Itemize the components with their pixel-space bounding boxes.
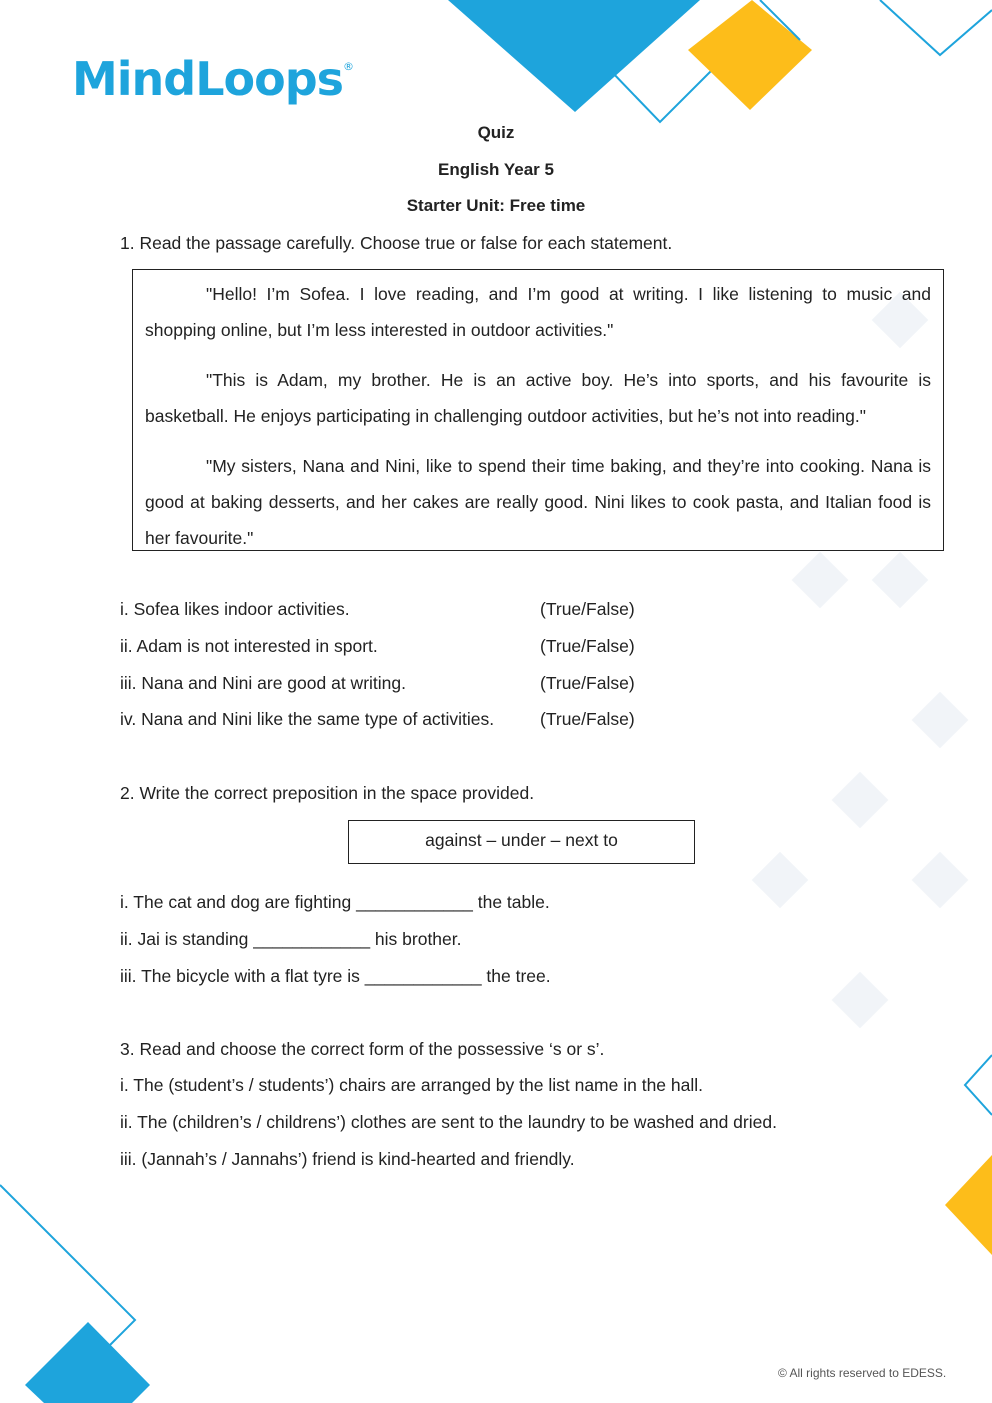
possessive-item-2[interactable]: ii. The (children’s / childrens’) clothes are sent to the laundry to be washed and dried. [120,1112,777,1132]
q2-instruction: 2. Write the correct preposition in the space provided. [120,783,535,803]
statement-3: iii. Nana and Nini are good at writing. [120,673,406,693]
preposition-item-3[interactable]: iii. The bicycle with a flat tyre is ____________ the tree. [120,966,551,986]
statement-2: ii. Adam is not interested in sport. [120,636,378,656]
statement-4: iv. Nana and Nini like the same type of activities. [120,709,495,729]
copyright-footer: © All rights reserved to EDESS. [778,1366,947,1380]
q1-instruction: 1. Read the passage carefully. Choose true or false for each statement. [120,233,673,253]
statement-1: i. Sofea likes indoor activities. [120,599,350,619]
unit-heading: Starter Unit: Free time [406,196,586,215]
true-false-choice-4[interactable]: (True/False) [540,709,635,729]
mindloops-logo: MindLoops® [72,52,354,106]
preposition-item-1[interactable]: i. The cat and dog are fighting ____________ the table. [120,892,550,912]
passage-paragraph: "My sisters, Nana and Nini, like to spend their time baking, and they’re into cooking. Nana is good at baking desserts, and her cakes are really good. Nini likes to cook pasta, and Italian food is her favourite." [145,456,931,548]
preposition-item-2[interactable]: ii. Jai is standing ____________ his brother. [120,929,462,949]
passage-paragraph: "Hello! I’m Sofea. I love reading, and I’m good at writing. I like listening to music and shopping online, but I’m less interested in outdoor activities." [145,284,931,340]
page-title: Quiz [477,123,515,142]
possessive-item-1[interactable]: i. The (student’s / students’) chairs are arranged by the list name in the hall. [120,1075,703,1095]
word-bank-box: against – under – next to [348,820,695,864]
true-false-choice-1[interactable]: (True/False) [540,599,635,619]
true-false-choice-3[interactable]: (True/False) [540,673,635,693]
reading-passage [132,269,944,551]
possessive-item-3[interactable]: iii. (Jannah’s / Jannahs’) friend is kind-hearted and friendly. [120,1149,575,1169]
passage-paragraph: "This is Adam, my brother. He is an active boy. He’s into sports, and his favourite is basketball. He enjoys participating in challenging outdoor activities, but he’s not into reading." [145,370,931,426]
subject-heading: English Year 5 [438,160,554,179]
q3-instruction: 3. Read and choose the correct form of the possessive ‘s or s’. [120,1039,605,1059]
true-false-choice-2[interactable]: (True/False) [540,636,635,656]
